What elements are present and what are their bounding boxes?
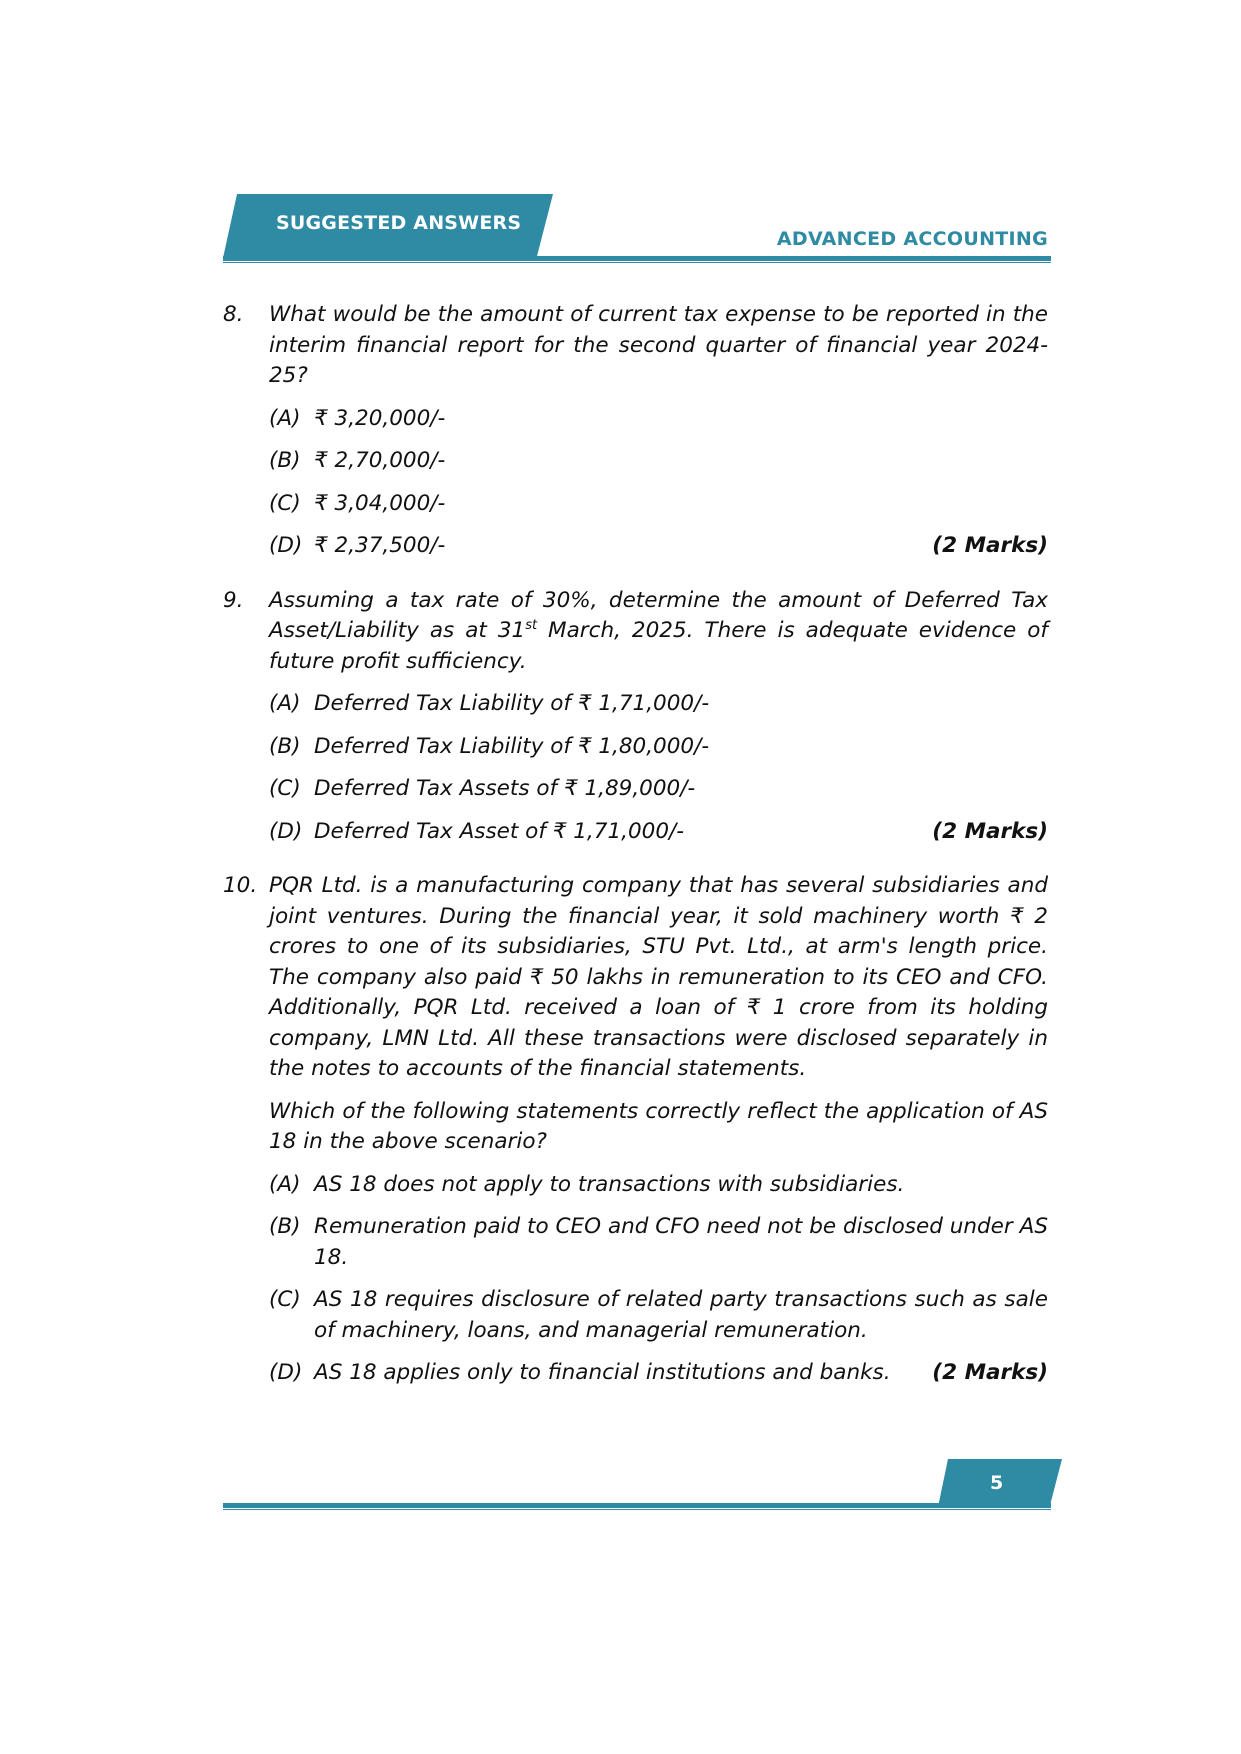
question-8 [223, 300, 1048, 574]
question-number: 9. [223, 587, 244, 613]
option-label: (B) [269, 1214, 301, 1239]
question-number: 8. [223, 302, 244, 327]
question-9 [223, 586, 1048, 860]
option-text: Deferred Tax Liability of ₹ 1,80,000/- [314, 733, 710, 759]
question-body [269, 586, 1048, 860]
option-label: (C) [269, 1287, 301, 1312]
question-text-part: Assuming a tax rate of 30%, determine the amount of Deferred Tax Asset/Liability as at 31 [269, 587, 1048, 643]
option-text: ₹ 3,20,000/- [314, 405, 446, 431]
question-text-part: March, 2025. There is adequate evidence of future profit sufficiency. [269, 618, 1048, 674]
marks-label: (2 Marks) [932, 533, 1048, 558]
footer-rule-thin [223, 1509, 1051, 1510]
option-d [269, 817, 1048, 848]
question-text: PQR Ltd. is a manufacturing company that has several subsidiaries and joint ventures. During the financial year, it sold machinery worth ₹ 2 crores to one of its subsidiaries, STU Pvt. Ltd., at arm's length price. The company also paid ₹ 50 lakhs in remuneration to its CEO and CFO. Additionally, PQR Ltd. received a loan of ₹ 1 crore from its holding company, LMN Ltd. All these transactions were disclosed separately in the notes to accounts of the financial statements. [269, 873, 1048, 1081]
option-text: AS 18 does not apply to transactions with subsidiaries. [314, 1171, 905, 1197]
question-body [269, 300, 1048, 574]
question-number: 10. [223, 873, 258, 898]
header-rule-thin [223, 262, 1051, 263]
option-text: Deferred Tax Asset of ₹ 1,71,000/- [314, 818, 684, 844]
option-label: (C) [269, 776, 301, 801]
option-text: ₹ 2,70,000/- [314, 448, 446, 473]
marks-label: (2 Marks) [932, 1360, 1048, 1385]
option-text: AS 18 applies only to financial institutions and banks. [314, 1360, 891, 1385]
option-label: (B) [269, 448, 301, 473]
option-label: (B) [269, 733, 301, 759]
option-d [269, 531, 1048, 562]
ordinal-suffix: st [525, 617, 538, 633]
header-subject-title: ADVANCED ACCOUNTING [776, 228, 1048, 250]
option-text: AS 18 requires disclosure of related party transactions such as sale of machinery, loans, and managerial remuneration. [314, 1287, 1048, 1343]
question-prompt: Which of the following statements correctly reflect the application of AS 18 in the above scenario? [269, 1098, 1048, 1154]
option-a [269, 689, 1048, 720]
option-label: (A) [269, 691, 301, 716]
option-label: (A) [269, 405, 301, 431]
option-c [269, 1285, 1048, 1346]
option-c [269, 774, 1048, 805]
option-b [269, 732, 1048, 763]
question-text [269, 586, 1048, 678]
option-text: Deferred Tax Liability of ₹ 1,71,000/- [314, 691, 710, 716]
question-body [269, 871, 1048, 1401]
option-label: (D) [269, 818, 303, 844]
option-a [269, 1170, 1048, 1201]
option-b [269, 446, 1048, 477]
option-label: (D) [269, 533, 303, 558]
option-a [269, 404, 1048, 435]
header-section-label: SUGGESTED ANSWERS [276, 212, 522, 234]
option-b [269, 1212, 1048, 1273]
option-text: ₹ 3,04,000/- [314, 490, 446, 516]
option-label: (D) [269, 1360, 303, 1385]
option-label: (A) [269, 1171, 301, 1197]
option-d [269, 1358, 1048, 1389]
page-content [223, 300, 1048, 1413]
option-text: Remuneration paid to CEO and CFO need not be disclosed under AS 18. [314, 1214, 1048, 1270]
option-label: (C) [269, 490, 301, 516]
footer-rule [223, 1503, 1051, 1508]
option-text: ₹ 2,37,500/- [314, 533, 446, 558]
option-c [269, 489, 1048, 520]
header-rule [223, 256, 1051, 261]
option-text: Deferred Tax Assets of ₹ 1,89,000/- [314, 776, 696, 801]
question-text: What would be the amount of current tax expense to be reported in the interim financial report for the second quarter of financial year 2024-25? [269, 302, 1048, 388]
marks-label: (2 Marks) [932, 818, 1048, 844]
page-number: 5 [990, 1472, 1004, 1494]
question-10 [223, 871, 1048, 1401]
